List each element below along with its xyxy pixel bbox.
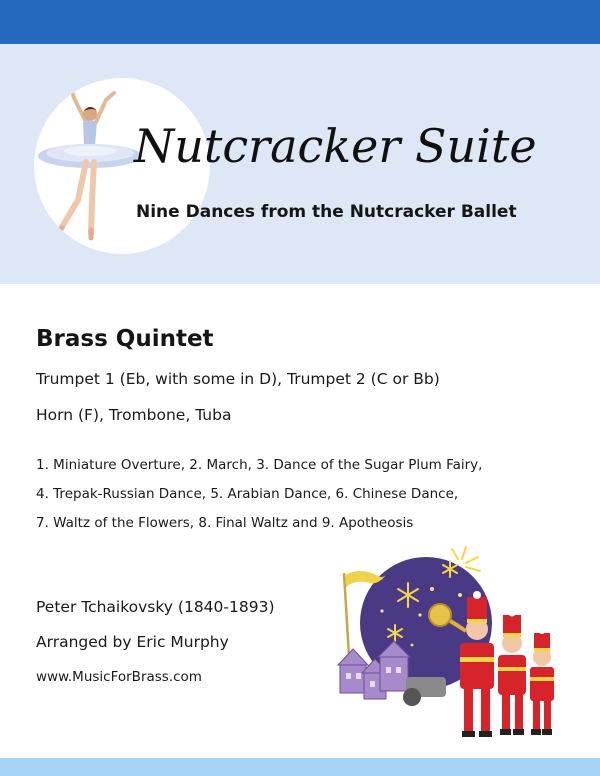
bottom-color-bar (0, 758, 600, 776)
composer-credit: Peter Tchaikovsky (1840-1893) (36, 598, 275, 616)
page-title: Nutcracker Suite (134, 119, 537, 173)
ensemble-heading: Brass Quintet (36, 326, 214, 352)
arranger-credit: Arranged by Eric Murphy (36, 633, 229, 651)
toy-soldiers-illustration (320, 545, 580, 745)
instrumentation-line: Horn (F), Trombone, Tuba (36, 406, 232, 424)
dance-list-line: 7. Waltz of the Flowers, 8. Final Waltz and 9. Apotheosis (36, 515, 414, 531)
subtitle: Nine Dances from the Nutcracker Ballet (136, 202, 517, 222)
dance-list-line: 4. Trepak-Russian Dance, 5. Arabian Dance, 6. Chinese Dance, (36, 486, 459, 502)
top-color-bar (0, 0, 600, 44)
instrumentation-line: Trumpet 1 (Eb, with some in D), Trumpet 2 (C or Bb) (36, 370, 440, 388)
dance-list-line: 1. Miniature Overture, 2. March, 3. Dance of the Sugar Plum Fairy, (36, 457, 483, 473)
website-link[interactable]: www.MusicForBrass.com (36, 669, 202, 685)
